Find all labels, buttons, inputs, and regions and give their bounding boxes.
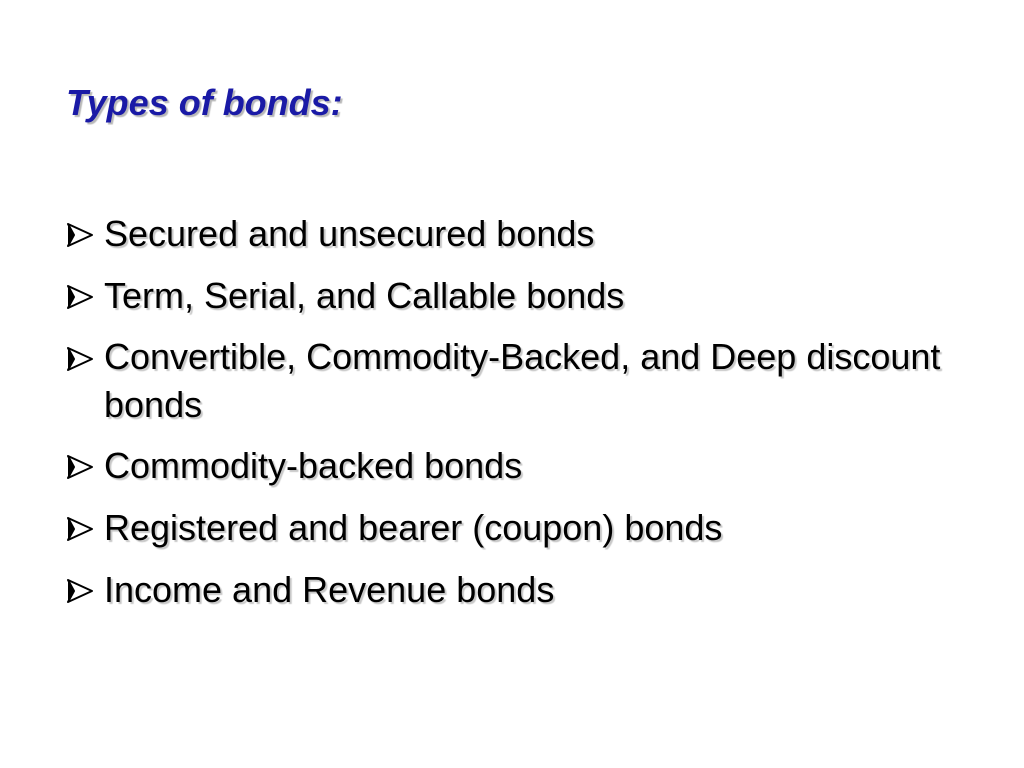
bullet-item xyxy=(66,333,966,429)
bullet-text: Registered and bearer (coupon) bonds xyxy=(104,507,723,548)
bullet-list xyxy=(66,209,966,627)
arrowhead-bullet-icon xyxy=(66,517,94,541)
bullet-item xyxy=(66,271,966,321)
bullet-text: Term, Serial, and Callable bonds xyxy=(104,275,625,316)
slide-title: Types of bonds: xyxy=(66,82,343,123)
arrowhead-bullet-icon xyxy=(66,347,94,371)
bullet-item xyxy=(66,565,966,615)
arrowhead-bullet-icon xyxy=(66,579,94,603)
arrowhead-bullet-icon xyxy=(66,285,94,309)
bullet-item xyxy=(66,441,966,491)
bullet-text: Convertible, Commodity-Backed, and Deep discount bonds xyxy=(104,336,941,425)
bullet-item xyxy=(66,503,966,553)
bullet-text: Secured and unsecured bonds xyxy=(104,213,595,254)
arrowhead-bullet-icon xyxy=(66,455,94,479)
bullet-text: Income and Revenue bonds xyxy=(104,569,555,610)
bullet-item xyxy=(66,209,966,259)
bullet-text: Commodity-backed bonds xyxy=(104,445,523,486)
arrowhead-bullet-icon xyxy=(66,223,94,247)
